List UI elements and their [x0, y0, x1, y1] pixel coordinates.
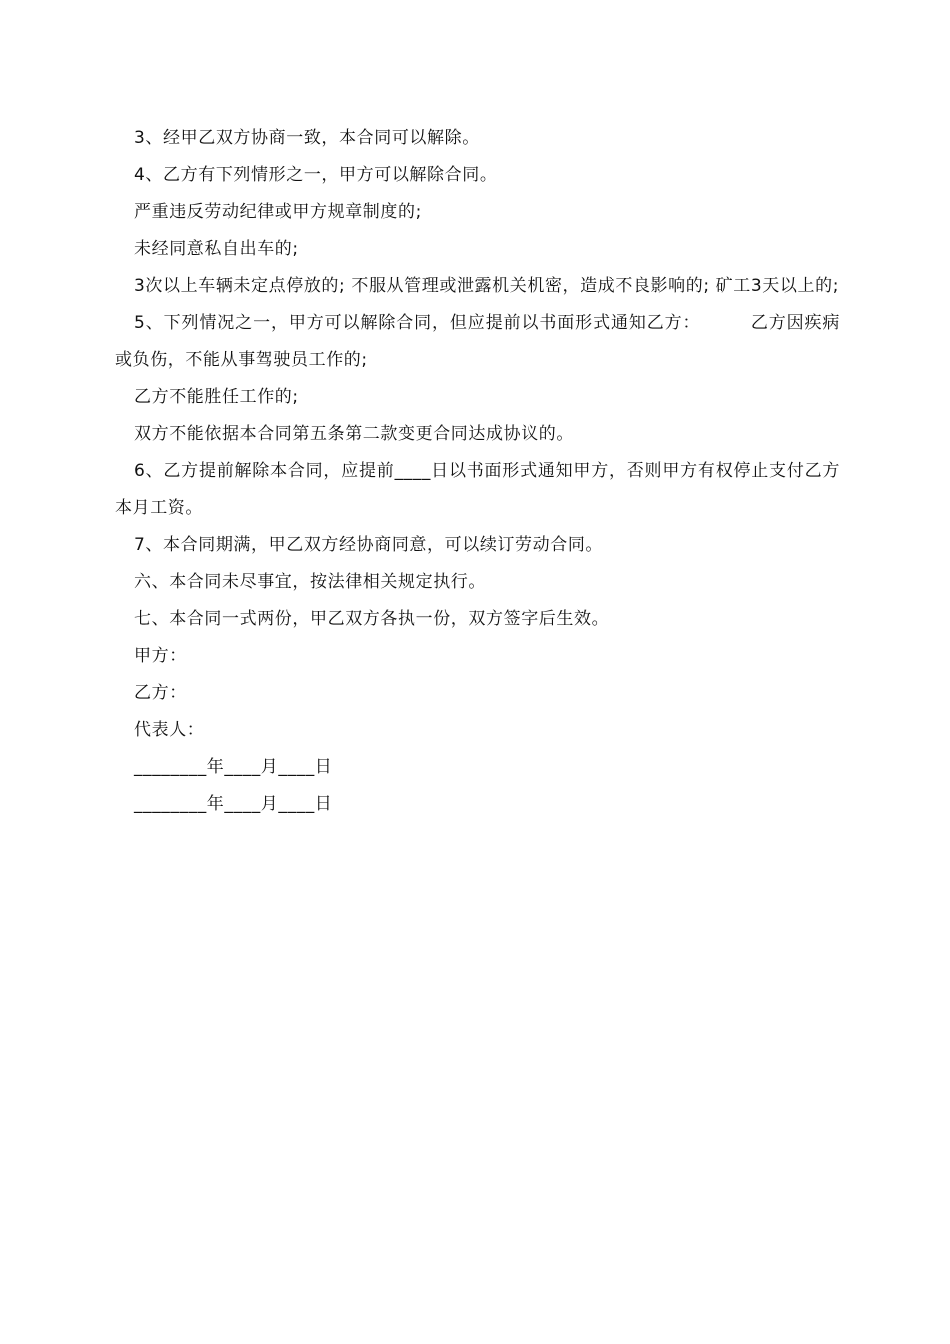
document-body — [115, 120, 840, 823]
signature-representative: 代表人： — [134, 720, 205, 740]
paragraph-section-6: 六、本合同未尽事宜，按法律相关规定执行。 — [134, 572, 486, 592]
signature-date-line-2: ________年____月____日 — [134, 794, 333, 814]
paragraph-section-7: 七、本合同一式两份，甲乙双方各执一份，双方签字后生效。 — [134, 609, 610, 629]
paragraph-clause-4: 4、乙方有下列情形之一，甲方可以解除合同。 — [134, 165, 498, 185]
paragraph-unauthorized-trip: 未经同意私自出车的; — [134, 239, 299, 259]
signature-date-line-1: ________年____月____日 — [134, 757, 333, 777]
paragraph-parking-violations: 3次以上车辆未定点停放的; 不服从管理或泄露机关机密，造成不良影响的; 矿工3天以上的; — [134, 276, 840, 296]
paragraph-violation-discipline: 严重违反劳动纪律或甲方规章制度的; — [134, 202, 422, 222]
signature-party-b: 乙方： — [134, 683, 187, 703]
paragraph-clause-5: 5、下列情况之一，甲方可以解除合同，但应提前以书面形式通知乙方： 乙方因疾病或负伤，不能从事驾驶员工作的; — [115, 313, 840, 370]
signature-party-a: 甲方： — [134, 646, 187, 666]
paragraph-clause-7: 7、本合同期满，甲乙双方经协商同意，可以续订劳动合同。 — [134, 535, 604, 555]
paragraph-incompetent: 乙方不能胜任工作的; — [134, 387, 299, 407]
paragraph-clause-3: 3、经甲乙双方协商一致，本合同可以解除。 — [134, 128, 480, 148]
paragraph-clause-6: 6、乙方提前解除本合同，应提前____日以书面形式通知甲方，否则甲方有权停止支付乙方本月工资。 — [115, 461, 840, 518]
paragraph-no-agreement: 双方不能依据本合同第五条第二款变更合同达成协议的。 — [134, 424, 574, 444]
